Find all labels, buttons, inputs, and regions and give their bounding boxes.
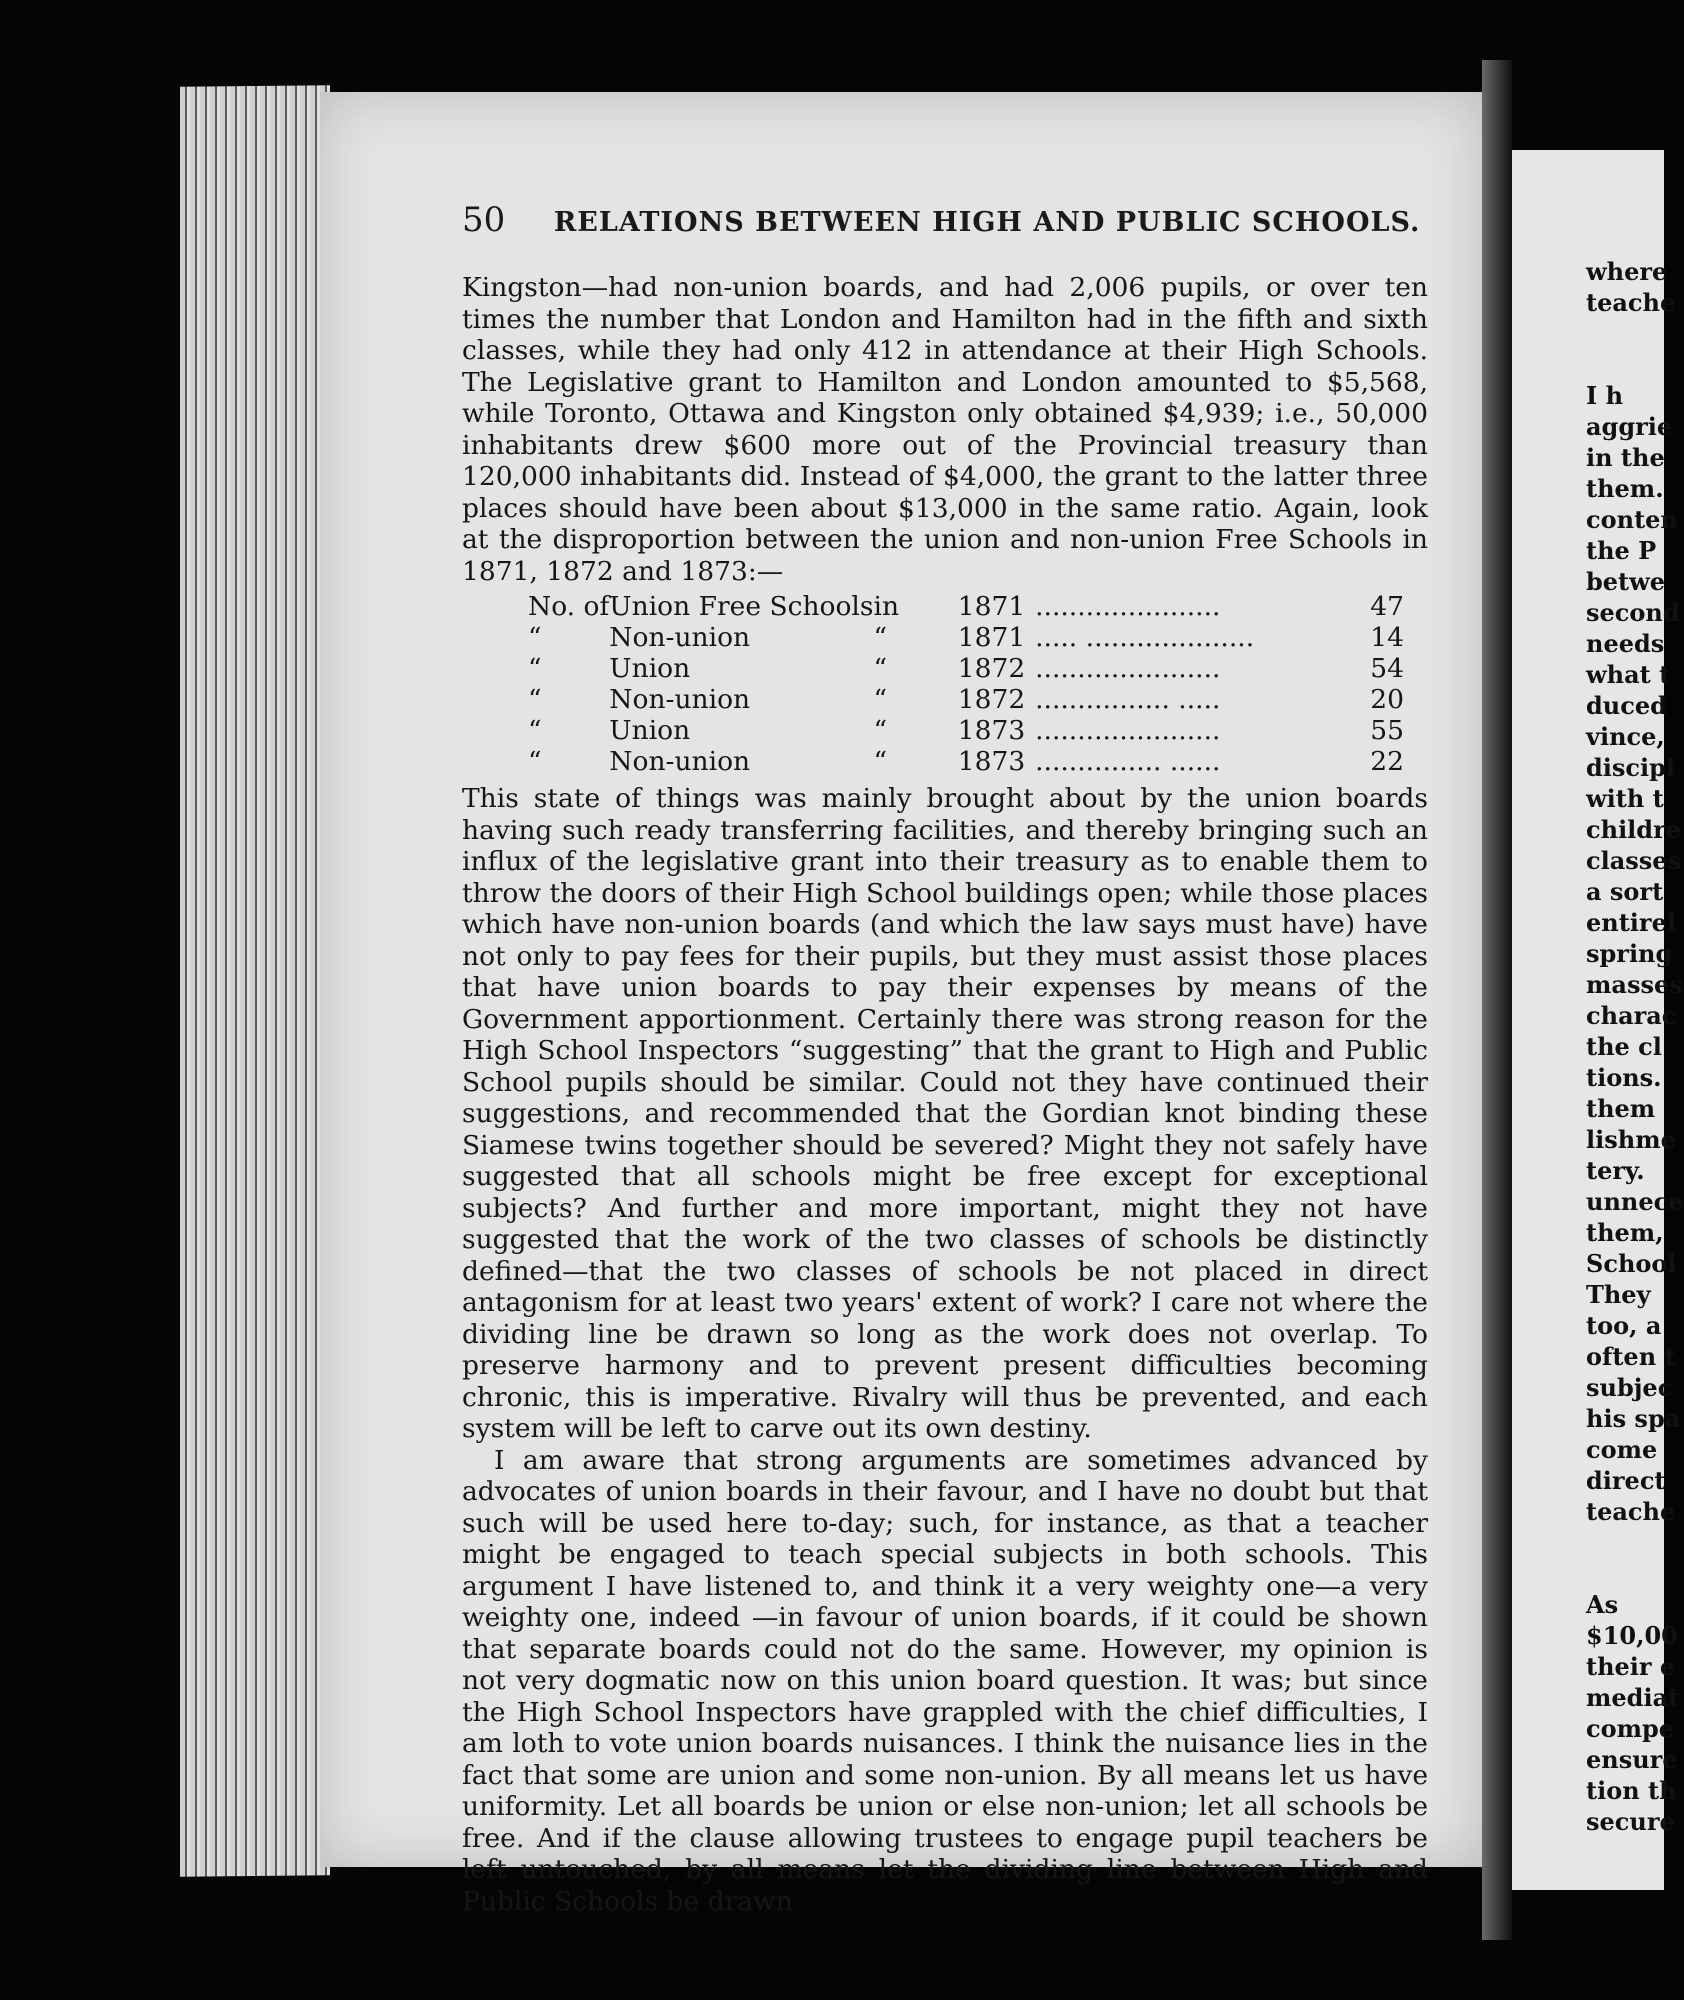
row-year: 1871 [957,622,1026,653]
row-school-kind: Union Free Schools [609,591,874,622]
table-row [528,591,1404,622]
row-year: 1872 [957,684,1026,715]
row-count: 47 [1370,591,1404,622]
right-page-line [1586,1558,1666,1589]
right-page-line: them [1586,1094,1656,1123]
right-page-line: tery. [1586,1156,1645,1185]
right-page-line: vince, [1586,722,1665,751]
right-page-line: needs [1586,629,1665,658]
paragraph-1: Kingston—had non-union boards, and had 2,006 pupils, or over ten times the number that London and Hamilton had in the fifth and sixth classes, while they had only 412 in attendance at their High Schools. The Legislative grant to Hamilton and London amounted to $5,568, while Toronto, Ottawa and Kingston only obtained $4,939; i.e., 50,000 inhabitants drew $600 more out of the Provincial treasury than 120,000 inhabitants did. Instead of $4,000, the grant to the latter three places should have been about $13,000 in the same ratio. Again, look at the disproportion between the union and non-union Free Schools in 1871, 1872 and 1873:— [462,272,1428,587]
right-page-line: duced [1586,691,1667,720]
row-leader-dots: ...................... [1035,653,1221,684]
row-leader-dots: ...................... [1035,591,1221,622]
right-page-line: second [1586,598,1680,627]
row-leader-dots: ................ ..... [1035,684,1221,715]
table-row [528,746,1404,777]
row-count: 20 [1370,684,1404,715]
paragraph-3: I am aware that strong arguments are sometimes advanced by advocates of union boards in their favour, and I have no doubt but that such will be used here to-day; such, for instance, as that a teacher might be engaged to teach special subjects in both schools. This argument I have listened to, and think it a very weighty one—a very weighty one, indeed —in favour of union boards, if it could be shown that separate boards could not do the same. However, my opinion is not very dogmatic now on this union board question. It was; but since the High School Inspectors have grappled with the chief difficulties, I am loth to vote union boards nuisances. I think the nuisance lies in the fact that some are union and some non-union. By all means let us have uniformity. Let all boards be union or else non-union; let all schools be free. And if the clause allowing trustees to engage pupil teachers be left untouched, by all means let the dividing line between High and Public Schools be drawn [462,1444,1428,1917]
row-count: 22 [1370,746,1404,777]
row-in: in [873,591,900,622]
right-page-line: conten [1586,505,1678,534]
right-page-line: lishme [1586,1125,1676,1154]
right-page-text-fragments [1586,256,1684,1837]
right-page-line: teache [1586,1497,1676,1526]
page-body [462,272,1428,1917]
table-row [528,622,1404,653]
right-page-line [1586,1527,1666,1558]
row-prefix: “ [528,746,542,777]
free-schools-table [528,591,1404,777]
row-prefix: “ [528,622,542,653]
right-page-line: with t [1586,784,1664,813]
row-year: 1872 [957,653,1026,684]
row-prefix: No. of [528,591,610,622]
right-page-line: often t [1586,1342,1676,1371]
right-page-line: come [1586,1435,1658,1464]
right-page-line: entirel [1586,908,1676,937]
right-page-line: teache [1586,288,1676,317]
right-page-line: what t [1586,660,1671,689]
row-year: 1871 [957,591,1026,622]
row-school-kind: Union [609,653,691,684]
right-page-line: childre [1586,815,1681,844]
book-gutter [1482,60,1512,1940]
right-page-line: them, [1586,1218,1664,1247]
paragraph-2: This state of things was mainly brought about by the union boards having such ready transferring facilities, and thereby bringing such an influx of the legislative grant into their treasury as to enable them to throw the doors of their High School buildings open; while those places which have non-union boards (and which the law says must have) have not only to pay fees for their pupils, but they must assist those places that have union boards to pay their expenses by means of the Government apportionment. Certainly there was strong reason for the High School Inspectors “suggesting” that the grant to High and Public School pupils should be similar. Could not they have continued their suggestions, and recommended that the Gordian knot binding these Siamese twins together should be severed? Might they not safely have suggested that all schools might be free except for exceptional subjects? And further and more important, might they not have suggested that the work of the two classes of schools be distinctly defined—that the two classes of schools be not placed in direct antagonism for at least two years' extent of work? I care not where the dividing line be drawn so long as the work does not overlap. To preserve harmony and to prevent present difficulties becoming chronic, this is imperative. Rivalry will thus be prevented, and each system will be left to carve out its own destiny. [462,783,1428,1444]
right-page-line: tion th [1586,1776,1677,1805]
row-count: 55 [1370,715,1404,746]
right-page-line: masses [1586,970,1683,999]
row-school-kind: Non-union [609,684,751,715]
right-page-line: too, a [1586,1311,1662,1340]
row-year: 1873 [957,746,1026,777]
row-in: “ [873,684,888,715]
right-page-line: secure [1586,1807,1675,1836]
right-page-line: spring [1586,939,1673,968]
row-in: “ [873,715,888,746]
right-page-line: his spa [1586,1404,1681,1433]
table-row [528,684,1404,715]
right-page-line: in the [1586,443,1665,472]
row-prefix: “ [528,653,542,684]
row-count: 54 [1370,653,1404,684]
row-school-kind: Union [609,715,691,746]
right-page-line: They [1586,1280,1651,1309]
row-school-kind: Non-union [609,746,751,777]
right-page-line: discipl [1586,753,1676,782]
right-page-line: School [1586,1249,1677,1278]
right-page-line: them. [1586,474,1664,503]
right-page-line: tions. [1586,1063,1662,1092]
row-leader-dots: ..... .................... [1035,622,1255,653]
page-header [462,200,1422,240]
table-row [528,715,1404,746]
right-page-line: ensure [1586,1745,1678,1774]
right-page-line: charac [1586,1001,1677,1030]
right-page-line: their e [1586,1652,1676,1681]
row-prefix: “ [528,684,542,715]
right-page-line: a sort [1586,877,1664,906]
right-page-line: where [1586,257,1668,286]
row-year: 1873 [957,715,1026,746]
right-page-line: I h [1586,381,1624,410]
right-page-line: compe [1586,1714,1675,1743]
page-number: 50 [462,200,506,240]
right-page-line: direct [1586,1466,1666,1495]
row-school-kind: Non-union [609,622,751,653]
row-leader-dots: ............... ...... [1035,746,1221,777]
row-leader-dots: ...................... [1035,715,1221,746]
right-page-line: subjec [1586,1373,1673,1402]
right-page-line: betwe [1586,567,1666,596]
table-row [528,653,1404,684]
right-page-line: unnece [1586,1187,1684,1216]
right-page-line [1586,349,1666,380]
running-title: RELATIONS BETWEEN HIGH AND PUBLIC SCHOOLS. [553,207,1421,238]
page-stack-edges [180,85,330,1877]
right-page-line: mediat [1586,1683,1680,1712]
right-page-line: the cl [1586,1032,1662,1061]
right-page-line [1586,318,1666,349]
right-page-line: As [1586,1590,1619,1619]
right-page-line: $10,00 [1586,1621,1678,1650]
row-count: 14 [1370,622,1404,653]
right-page-line: classes [1586,846,1682,875]
row-prefix: “ [528,715,542,746]
right-page-line: aggrie [1586,412,1673,441]
row-in: “ [873,746,888,777]
right-page-line: the P [1586,536,1657,565]
row-in: “ [873,653,888,684]
row-in: “ [873,622,888,653]
